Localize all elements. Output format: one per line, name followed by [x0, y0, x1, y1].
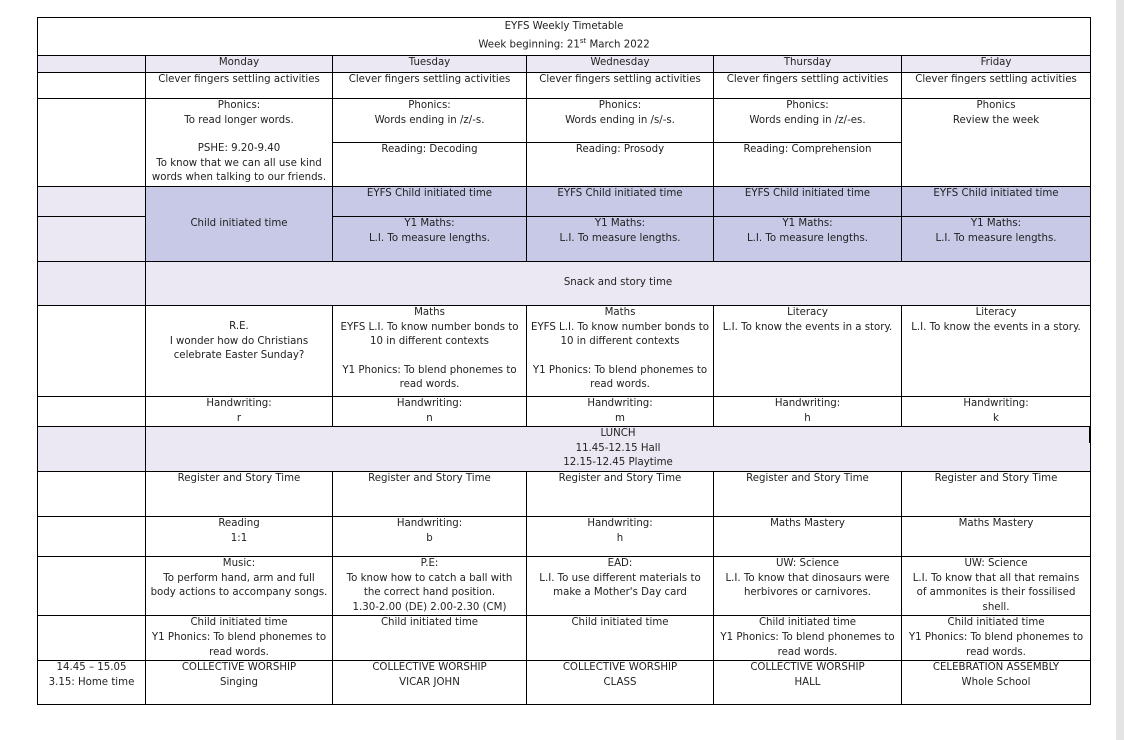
maths-mastery-friday: Maths Mastery [902, 516, 1091, 556]
handwriting-tuesday-pm: Handwriting: b [333, 516, 527, 556]
timetable [37, 17, 1091, 705]
handwriting-monday: Handwriting: r [146, 396, 333, 426]
timetable-title: EYFS Weekly Timetable [504, 20, 624, 32]
home-time-cell: 14.45 – 15.05 3.15: Home time [38, 661, 146, 705]
literacy-friday: Literacy L.I. To know the events in a story. [902, 305, 1091, 396]
worship-thursday: COLLECTIVE WORSHIP HALL [714, 661, 902, 705]
science-thursday: UW: Science L.I. To know that dinosaurs were herbivores or carnivores. [714, 556, 902, 615]
phonics-tuesday: Phonics: Words ending in /z/-s. [333, 99, 527, 143]
time-cell [38, 305, 146, 396]
handwriting-friday: Handwriting: k [902, 396, 1091, 426]
maths-wednesday: Maths EYFS L.I. To know number bonds to 10 in different contexts Y1 Phonics: To blend phonemes to read words. [527, 305, 714, 396]
maths-tuesday: Maths EYFS L.I. To know number bonds to 10 in different contexts Y1 Phonics: To blend phonemes to read words. [333, 305, 527, 396]
time-cell [38, 216, 146, 261]
child-initiated-tuesday-pm: Child initiated time [333, 616, 527, 661]
time-cell [38, 396, 146, 426]
eyfs-child-initiated-thursday: EYFS Child initiated time [714, 186, 902, 216]
y1-maths-tuesday: Y1 Maths: L.I. To measure lengths. [333, 216, 527, 261]
register-thursday: Register and Story Time [714, 471, 902, 516]
phonics-monday: Phonics: To read longer words. PSHE: 9.20-9.40 To know that we can all use kind words when talking to our friends. [146, 99, 333, 187]
settling-thursday: Clever fingers settling activities [714, 73, 902, 99]
y1-maths-friday: Y1 Maths: L.I. To measure lengths. [902, 216, 1091, 261]
child-initiated-monday: Child initiated time [146, 186, 333, 261]
settling-monday: Clever fingers settling activities [146, 73, 333, 99]
settling-friday: Clever fingers settling activities [902, 73, 1091, 99]
music-monday: Music: To perform hand, arm and full body actions to accompany songs. [146, 556, 333, 615]
phonics-friday: Phonics Review the week [902, 99, 1091, 187]
settling-wednesday: Clever fingers settling activities [527, 73, 714, 99]
child-initiated-wednesday-pm: Child initiated time [527, 616, 714, 661]
reading-thursday: Reading: Comprehension [714, 143, 902, 186]
phonics-thursday: Phonics: Words ending in /z/-es. [714, 99, 902, 143]
handwriting-thursday: Handwriting: h [714, 396, 902, 426]
time-cell [38, 99, 146, 187]
time-header-cell [38, 56, 146, 73]
worship-wednesday: COLLECTIVE WORSHIP CLASS [527, 661, 714, 705]
handwriting-wednesday: Handwriting: m [527, 396, 714, 426]
register-friday: Register and Story Time [902, 471, 1091, 516]
text-cursor [1089, 427, 1090, 443]
literacy-thursday: Literacy L.I. To know the events in a story. [714, 305, 902, 396]
worship-monday: COLLECTIVE WORSHIP Singing [146, 661, 333, 705]
pe-tuesday: P.E: To know how to catch a ball with the correct hand position. 1.30-2.00 (DE) 2.00-2.30 (CM) [333, 556, 527, 615]
day-header-tuesday: Tuesday [333, 56, 527, 73]
time-cell [38, 616, 146, 661]
pshe-session: PSHE: 9.20-9.40 [197, 143, 281, 155]
child-initiated-thursday-pm: Child initiated time Y1 Phonics: To blend phonemes to read words. [714, 616, 902, 661]
day-header-monday: Monday [146, 56, 333, 73]
worship-tuesday: COLLECTIVE WORSHIP VICAR JOHN [333, 661, 527, 705]
phonics-wednesday: Phonics: Words ending in /s/-s. [527, 99, 714, 143]
handwriting-wednesday-pm: Handwriting: h [527, 516, 714, 556]
time-cell [38, 186, 146, 216]
child-initiated-friday-pm: Child initiated time Y1 Phonics: To blend phonemes to read words. [902, 616, 1091, 661]
assembly-friday: CELEBRATION ASSEMBLY Whole School [902, 661, 1091, 705]
eyfs-child-initiated-wednesday: EYFS Child initiated time [527, 186, 714, 216]
time-cell [38, 73, 146, 99]
day-header-thursday: Thursday [714, 56, 902, 73]
snack-time: Snack and story time [146, 261, 1091, 305]
timetable-title-cell [38, 18, 1091, 56]
time-cell [38, 261, 146, 305]
handwriting-tuesday: Handwriting: n [333, 396, 527, 426]
time-cell [38, 427, 146, 472]
maths-mastery-thursday: Maths Mastery [714, 516, 902, 556]
time-cell [38, 471, 146, 516]
register-monday: Register and Story Time [146, 471, 333, 516]
settling-tuesday: Clever fingers settling activities [333, 73, 527, 99]
register-tuesday: Register and Story Time [333, 471, 527, 516]
time-cell [38, 516, 146, 556]
science-friday: UW: Science L.I. To know that all that remains of ammonites is their fossilised shell. [902, 556, 1091, 615]
child-initiated-monday-pm: Child initiated time Y1 Phonics: To blend phonemes to read words. [146, 616, 333, 661]
window-edge [1116, 0, 1124, 740]
day-header-wednesday: Wednesday [527, 56, 714, 73]
register-wednesday: Register and Story Time [527, 471, 714, 516]
lunch-block: LUNCH 11.45-12.15 Hall 12.15-12.45 Playtime [146, 427, 1091, 472]
ead-wednesday: EAD: L.I. To use different materials to make a Mother's Day card [527, 556, 714, 615]
y1-maths-wednesday: Y1 Maths: L.I. To measure lengths. [527, 216, 714, 261]
y1-maths-thursday: Y1 Maths: L.I. To measure lengths. [714, 216, 902, 261]
eyfs-child-initiated-tuesday: EYFS Child initiated time [333, 186, 527, 216]
eyfs-child-initiated-friday: EYFS Child initiated time [902, 186, 1091, 216]
re-monday: R.E. I wonder how do Christians celebrate Easter Sunday? [146, 305, 333, 396]
time-cell [38, 556, 146, 615]
reading-monday-pm: Reading 1:1 [146, 516, 333, 556]
reading-tuesday: Reading: Decoding [333, 143, 527, 186]
week-beginning: Week beginning: 21st March 2022 [478, 37, 650, 51]
reading-wednesday: Reading: Prosody [527, 143, 714, 186]
day-header-friday: Friday [902, 56, 1091, 73]
